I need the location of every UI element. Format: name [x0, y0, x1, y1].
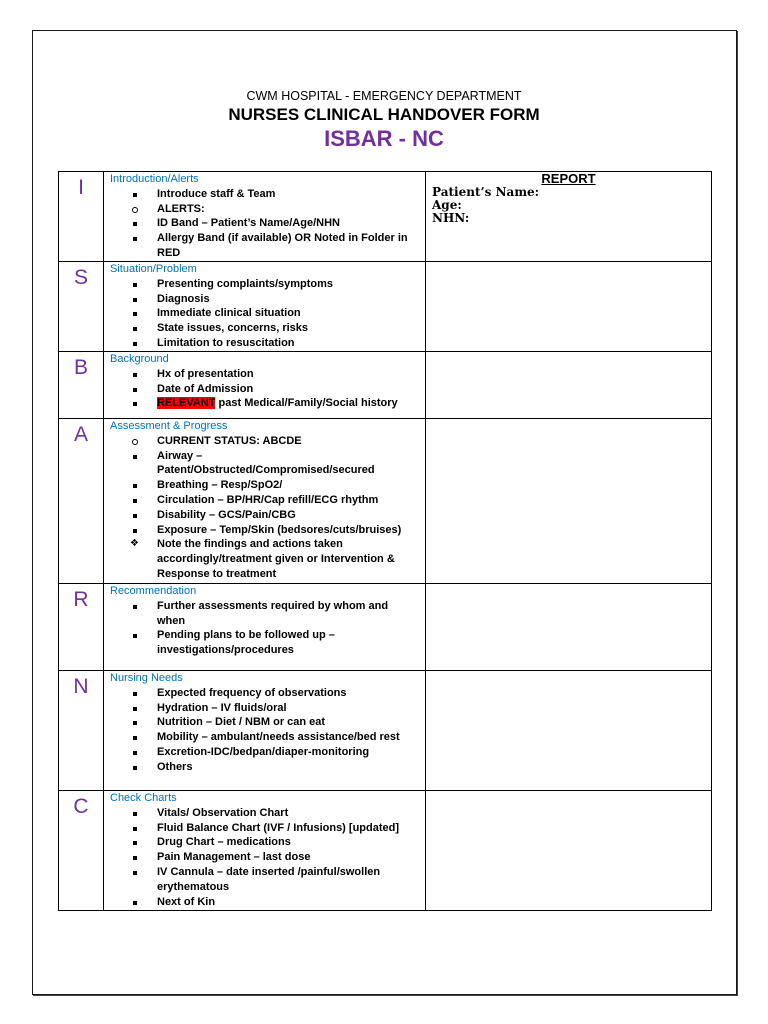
list-item-text: erythematous: [157, 880, 230, 893]
section-heading: Assessment & Progress: [110, 420, 228, 432]
form-title: NURSES CLINICAL HANDOVER FORM: [228, 105, 540, 124]
report-cell: [426, 172, 711, 261]
report-cell: [426, 262, 711, 351]
list-item-text: Response to treatment: [157, 567, 277, 580]
report-cell: [426, 791, 711, 910]
list-item-text: Immediate clinical situation: [157, 307, 301, 320]
list-item-text: Vitals/ Observation Chart: [157, 806, 289, 819]
isbar-row-situation: [59, 261, 711, 351]
list-item: [110, 292, 421, 307]
list-item-text: Pending plans to be followed up –: [157, 629, 335, 642]
list-item: [110, 821, 421, 836]
list-item-text: Pain Management – last dose: [157, 851, 311, 864]
letter-cell: [59, 791, 104, 910]
section-content: [104, 419, 426, 583]
section-letter: N: [73, 675, 89, 698]
list-item-text: Date of Admission: [157, 382, 254, 395]
report-cell: [426, 584, 711, 670]
letter-cell: [59, 262, 104, 351]
list-item: [110, 321, 421, 336]
patient-name-label: Patient’s Name:: [432, 185, 540, 199]
square-bullet-icon: [129, 806, 141, 821]
hospital-name: CWM HOSPITAL - EMERGENCY DEPARTMENT: [246, 89, 522, 103]
list-item: [110, 508, 421, 523]
report-cell: [426, 352, 711, 418]
circle-bullet-icon: [129, 434, 141, 449]
list-item: [110, 523, 421, 538]
letter-cell: [59, 584, 104, 670]
list-item: [110, 865, 421, 895]
list-item: [110, 434, 421, 449]
list-item: [110, 701, 421, 716]
list-item-text: Diagnosis: [157, 292, 210, 305]
square-bullet-icon: [129, 821, 141, 836]
list-item: [110, 628, 421, 658]
list-item: [110, 367, 421, 382]
list-item: [110, 760, 421, 775]
square-bullet-icon: [129, 508, 141, 523]
list-item: [110, 730, 421, 745]
section-letter: A: [73, 423, 88, 446]
list-item-text: ALERTS:: [157, 202, 205, 215]
list-item: [110, 231, 421, 261]
handover-table: [58, 171, 712, 911]
list-item: [110, 745, 421, 760]
section-content: [104, 352, 426, 418]
list-item-text: State issues, concerns, risks: [157, 322, 309, 335]
section-heading: Nursing Needs: [110, 672, 183, 684]
list-item-text: Others: [157, 760, 193, 773]
square-bullet-icon: [129, 367, 141, 382]
section-content: [104, 262, 426, 351]
square-bullet-icon: [129, 599, 141, 614]
list-item-text: ID Band – Patient’s Name/Age/NHN: [157, 217, 340, 230]
square-bullet-icon: [129, 336, 141, 351]
circle-bullet-icon: [129, 202, 141, 217]
list-item-text: Expected frequency of observations: [157, 686, 347, 699]
list-item-text: RED: [157, 246, 181, 259]
list-item-text: Airway –: [157, 449, 203, 462]
list-item-text: investigations/procedures: [157, 644, 294, 657]
list-item-text: Fluid Balance Chart (IVF / Infusions) [updated]: [157, 821, 400, 834]
list-item-text: Limitation to resuscitation: [157, 336, 295, 349]
list-item: [110, 493, 421, 508]
list-item-text: Breathing – Resp/SpO2/: [157, 479, 283, 492]
isbar-row-introduction: [59, 172, 711, 261]
list-item-text: Patent/Obstructed/Compromised/secured: [157, 464, 375, 477]
square-bullet-icon: [129, 628, 141, 643]
isbar-row-background: [59, 351, 711, 418]
list-item: [110, 396, 421, 411]
list-item: [110, 277, 421, 292]
list-item-text: Hx of presentation: [157, 367, 254, 380]
nhn-label: NHN:: [432, 211, 470, 225]
square-bullet-icon: [129, 835, 141, 850]
age-label: Age:: [432, 198, 462, 212]
square-bullet-icon: [129, 187, 141, 202]
section-heading: Recommendation: [110, 585, 197, 597]
list-item-text: Note the findings and actions taken: [157, 538, 343, 551]
section-heading: Check Charts: [110, 792, 177, 804]
section-heading: Introduction/Alerts: [110, 173, 199, 185]
list-item-text: Further assessments required by whom and: [157, 599, 389, 612]
section-heading: Background: [110, 353, 169, 365]
list-item-text: Circulation – BP/HR/Cap refill/ECG rhythm: [157, 493, 379, 506]
list-item: [110, 715, 421, 730]
section-letter: I: [78, 176, 84, 199]
list-item-text: Introduce staff & Team: [157, 187, 276, 200]
square-bullet-icon: [129, 396, 141, 411]
list-item-text: past Medical/Family/Social history: [218, 397, 398, 410]
square-bullet-icon: [129, 701, 141, 716]
list-item-text: CURRENT STATUS: ABCDE: [157, 434, 302, 447]
list-item-text: accordingly/treatment given or Intervention &: [157, 553, 395, 566]
letter-cell: [59, 172, 104, 261]
square-bullet-icon: [129, 686, 141, 701]
list-item: [110, 187, 421, 202]
square-bullet-icon: [129, 865, 141, 880]
list-item-text: Presenting complaints/symptoms: [157, 277, 334, 290]
list-item: [110, 850, 421, 865]
section-letter: R: [73, 588, 89, 611]
list-item: [110, 202, 421, 217]
list-item: [110, 895, 421, 910]
list-item: [110, 478, 421, 493]
list-item-text: Mobility – ambulant/needs assistance/bed rest: [157, 731, 400, 744]
section-content: [104, 671, 426, 790]
square-bullet-icon: [129, 292, 141, 307]
list-item: [110, 216, 421, 231]
list-item-text: Excretion-IDC/bedpan/diaper-monitoring: [157, 745, 370, 758]
list-item: [110, 599, 421, 629]
square-bullet-icon: [129, 745, 141, 760]
square-bullet-icon: [129, 895, 141, 910]
list-item-text: Hydration – IV fluids/oral: [157, 701, 287, 714]
letter-cell: [59, 419, 104, 583]
section-letter: S: [73, 266, 88, 289]
square-bullet-icon: [129, 493, 141, 508]
isbar-nc-title: ISBAR - NC: [324, 126, 444, 151]
list-item: [110, 806, 421, 821]
square-bullet-icon: [129, 730, 141, 745]
list-item: [110, 306, 421, 321]
isbar-row-nursing-needs: [59, 670, 711, 790]
square-bullet-icon: [129, 216, 141, 231]
square-bullet-icon: [129, 277, 141, 292]
section-heading: Situation/Problem: [110, 263, 197, 275]
list-item-text: Next of Kin: [157, 895, 216, 908]
square-bullet-icon: [129, 306, 141, 321]
list-item-text: Exposure – Temp/Skin (bedsores/cuts/bruises): [157, 523, 402, 536]
list-item-text: Drug Chart – medications: [157, 836, 291, 849]
square-bullet-icon: [129, 478, 141, 493]
list-item-text: IV Cannula – date inserted /painful/swollen: [157, 865, 381, 878]
square-bullet-icon: [129, 382, 141, 397]
list-item: [110, 336, 421, 351]
report-title: REPORT: [541, 172, 596, 186]
list-item: [110, 686, 421, 701]
isbar-row-recommendation: [59, 583, 711, 670]
isbar-row-assessment: [59, 418, 711, 583]
section-letter: C: [73, 795, 89, 818]
letter-cell: [59, 352, 104, 418]
square-bullet-icon: [129, 523, 141, 538]
list-item: [110, 835, 421, 850]
square-bullet-icon: [129, 715, 141, 730]
section-content: [104, 791, 426, 910]
square-bullet-icon: [129, 449, 141, 464]
section-content: [104, 584, 426, 670]
section-letter: B: [73, 356, 88, 379]
report-cell: [426, 419, 711, 583]
list-item-text: when: [157, 614, 186, 627]
section-content: [104, 172, 426, 261]
square-bullet-icon: [129, 321, 141, 336]
letter-cell: [59, 671, 104, 790]
list-item: [110, 382, 421, 397]
isbar-row-check-charts: [59, 790, 711, 910]
report-cell: [426, 671, 711, 790]
list-item-text: Nutrition – Diet / NBM or can eat: [157, 716, 326, 729]
list-item-text: Disability – GCS/Pain/CBG: [157, 508, 296, 521]
list-item: [110, 537, 421, 581]
list-item: [110, 449, 421, 479]
square-bullet-icon: [129, 850, 141, 865]
diamond-bullet-icon: [129, 537, 141, 552]
square-bullet-icon: [129, 760, 141, 775]
square-bullet-icon: [129, 231, 141, 246]
relevant-highlight: RELEVANT: [157, 397, 216, 410]
list-item-text: Allergy Band (if available) OR Noted in Folder in: [157, 232, 408, 245]
